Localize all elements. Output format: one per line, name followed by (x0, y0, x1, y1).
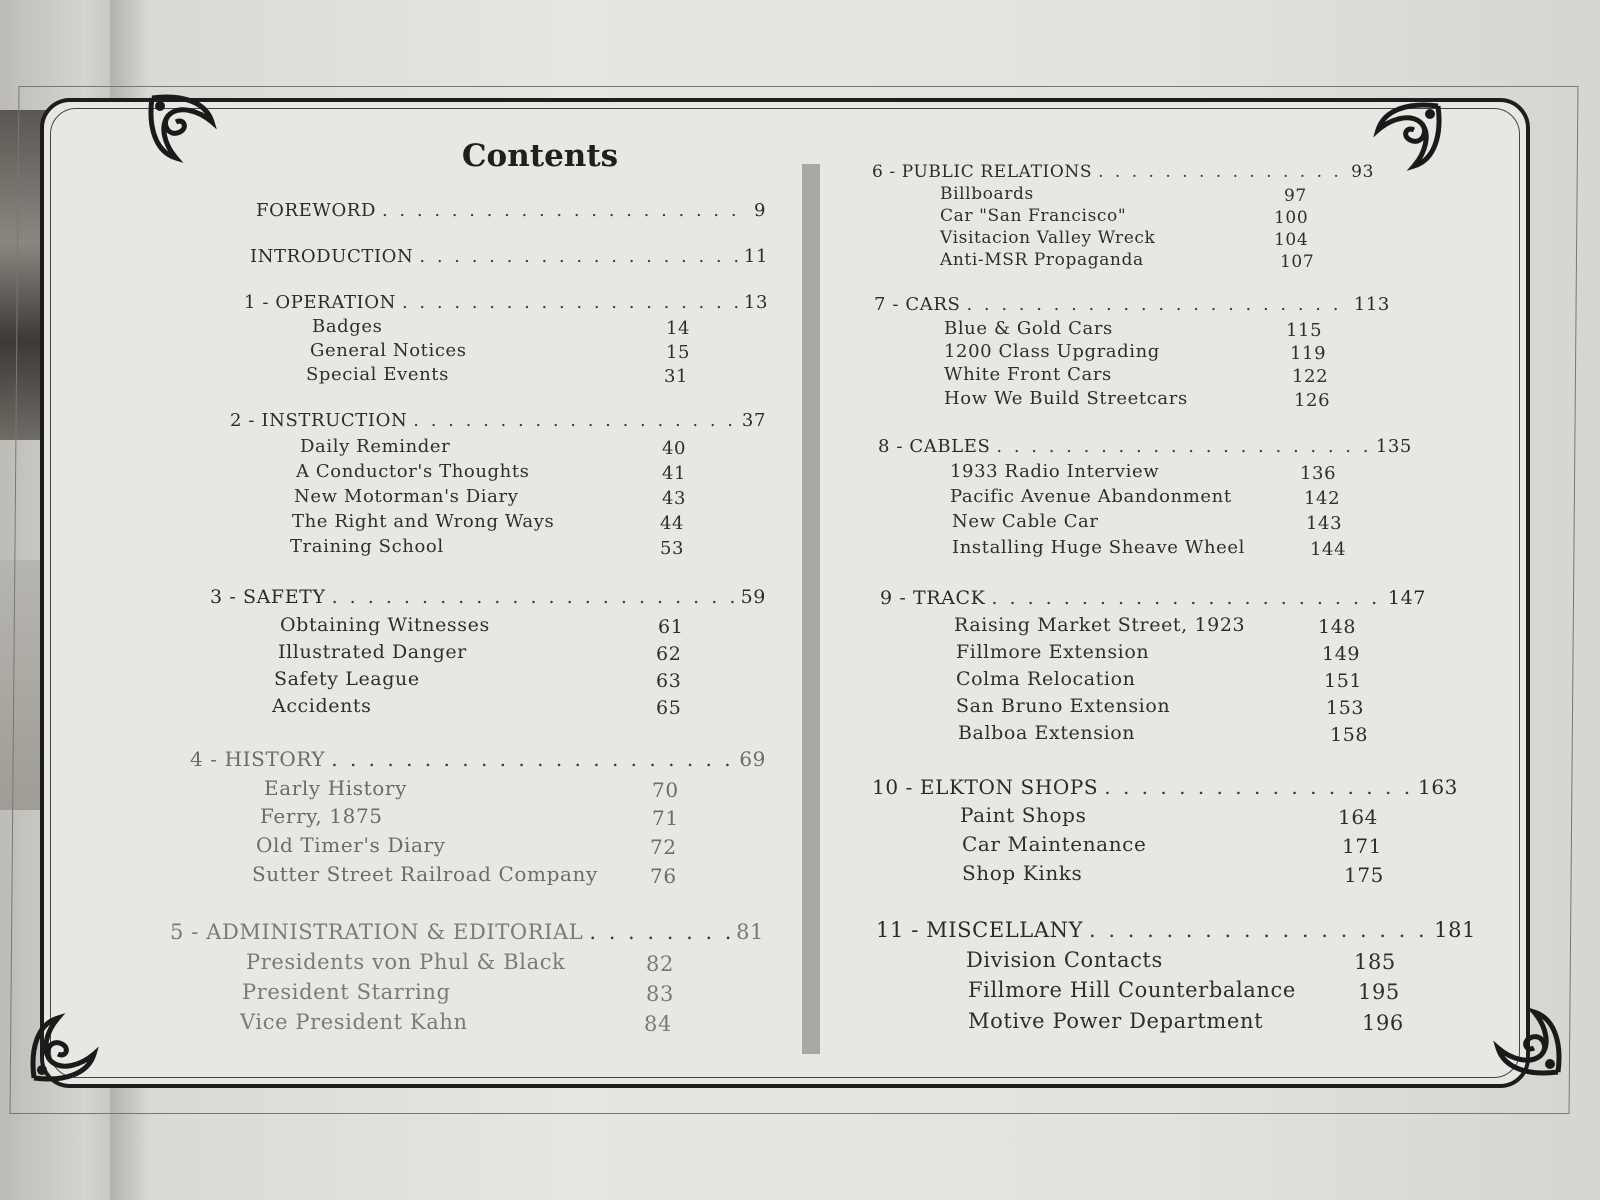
entry-title: Sutter Street Railroad Company (252, 862, 598, 886)
entry-title: Old Timer's Diary (256, 833, 446, 857)
entry-title: San Bruno Extension (956, 695, 1171, 717)
entry-page: 15 (666, 342, 691, 363)
section-page: 69 (739, 747, 766, 771)
entry-page: 100 (1274, 208, 1309, 228)
entry-title: Presidents von Phul & Black (246, 950, 566, 974)
entry-page: 72 (650, 835, 677, 859)
entry-title: Illustrated Danger (278, 641, 467, 663)
entry-title: New Motorman's Diary (294, 486, 519, 507)
leader-dots (1098, 162, 1345, 182)
leader-dots (331, 747, 733, 771)
section-page: 135 (1375, 436, 1412, 457)
entry-page: 122 (1292, 366, 1329, 387)
entry-title: Paint Shops (960, 803, 1087, 827)
entry-title: President Starring (242, 980, 451, 1004)
entry-title: Raising Market Street, 1923 (954, 614, 1246, 636)
section-page: 59 (740, 586, 766, 608)
entry-page: 149 (1322, 643, 1361, 665)
entry-page: 63 (656, 670, 682, 692)
entry-page: 40 (662, 438, 687, 459)
section-title: FOREWORD (256, 200, 376, 221)
entry-page: 61 (658, 616, 684, 638)
leader-dots (402, 292, 738, 313)
section-page: 37 (741, 410, 766, 431)
entry-page: 53 (660, 538, 685, 559)
corner-ornament-icon (1492, 1006, 1564, 1078)
corner-ornament-icon (1372, 100, 1444, 172)
entry-page: 83 (646, 982, 674, 1006)
entry-title: Division Contacts (966, 948, 1163, 972)
entry-title: Colma Relocation (956, 668, 1136, 690)
entry-title: 1200 Class Upgrading (944, 341, 1160, 362)
section-title: 2 - INSTRUCTION (230, 410, 408, 431)
toc-section (872, 775, 1458, 799)
entry-title: Shop Kinks (962, 861, 1083, 885)
entry-title: Fillmore Hill Counterbalance (968, 978, 1296, 1002)
entry-page: 195 (1358, 980, 1400, 1004)
entry-title: Training School (290, 536, 444, 557)
leader-dots (413, 410, 736, 431)
entry-page: 148 (1318, 616, 1357, 638)
leader-dots (332, 586, 735, 608)
leader-dots (382, 200, 748, 221)
toc-section (190, 747, 766, 771)
corner-ornament-icon (28, 1012, 100, 1084)
entry-title: Billboards (940, 184, 1034, 204)
entry-page: 107 (1280, 252, 1315, 272)
entry-page: 76 (650, 864, 677, 888)
toc-section (256, 200, 766, 221)
section-title: 1 - OPERATION (244, 292, 396, 313)
leader-dots (991, 587, 1382, 609)
entry-title: Early History (264, 776, 407, 800)
entry-page: 144 (1310, 539, 1347, 560)
section-page: 81 (736, 920, 764, 944)
entry-page: 143 (1306, 513, 1343, 534)
toc-section (876, 918, 1476, 942)
entry-title: Safety League (274, 668, 420, 690)
entry-title: Daily Reminder (300, 436, 451, 457)
leader-dots (966, 294, 1347, 315)
section-title: 10 - ELKTON SHOPS (872, 775, 1099, 799)
entry-page: 171 (1342, 834, 1382, 858)
section-page: 93 (1351, 162, 1374, 182)
section-title: 4 - HISTORY (190, 747, 326, 771)
toc-section (878, 436, 1412, 457)
corner-ornament-icon (146, 92, 218, 164)
entry-title: General Notices (310, 340, 467, 361)
entry-title: White Front Cars (944, 364, 1112, 385)
entry-title: The Right and Wrong Ways (292, 511, 555, 532)
entry-page: 119 (1290, 343, 1327, 364)
section-page: 147 (1387, 587, 1426, 609)
entry-title: Badges (312, 316, 383, 337)
entry-page: 158 (1330, 724, 1369, 746)
entry-page: 151 (1324, 670, 1363, 692)
entry-title: Blue & Gold Cars (944, 318, 1113, 339)
section-page: 13 (743, 292, 768, 313)
entry-title: Car Maintenance (962, 832, 1147, 856)
entry-page: 44 (660, 513, 685, 534)
section-page: 181 (1434, 918, 1476, 942)
entry-page: 97 (1284, 186, 1307, 206)
entry-title: Visitacion Valley Wreck (940, 228, 1156, 248)
entry-page: 136 (1300, 463, 1337, 484)
section-title: 5 - ADMINISTRATION & EDITORIAL (170, 920, 584, 944)
entry-page: 82 (646, 952, 674, 976)
entry-page: 70 (652, 778, 679, 802)
section-title: INTRODUCTION (250, 246, 414, 267)
section-page: 113 (1353, 294, 1390, 315)
section-title: 7 - CARS (874, 294, 961, 315)
entry-title: Obtaining Witnesses (280, 614, 490, 636)
section-page: 163 (1418, 775, 1458, 799)
entry-title: How We Build Streetcars (944, 388, 1188, 409)
entry-title: Ferry, 1875 (260, 804, 383, 828)
entry-page: 115 (1286, 320, 1323, 341)
entry-title: Fillmore Extension (956, 641, 1150, 663)
entry-title: Accidents (272, 695, 372, 717)
section-page: 9 (753, 200, 766, 221)
entry-title: Vice President Kahn (240, 1010, 468, 1034)
entry-title: 1933 Radio Interview (950, 461, 1160, 482)
entry-page: 126 (1294, 390, 1331, 411)
entry-page: 142 (1304, 488, 1341, 509)
entry-page: 175 (1344, 863, 1384, 887)
toc-section (872, 162, 1374, 182)
entry-page: 71 (652, 806, 679, 830)
entry-page: 104 (1274, 230, 1309, 250)
entry-page: 65 (656, 697, 682, 719)
leader-dots (1089, 918, 1428, 942)
section-title: 8 - CABLES (878, 436, 991, 457)
toc-section (874, 294, 1390, 315)
toc-section (170, 920, 764, 944)
entry-title: Balboa Extension (958, 722, 1136, 744)
entry-page: 43 (662, 488, 687, 509)
toc-section (250, 246, 768, 267)
entry-page: 62 (656, 643, 682, 665)
entry-title: New Cable Car (952, 511, 1099, 532)
entry-page: 185 (1354, 950, 1396, 974)
column-divider (802, 164, 820, 1054)
toc-section (210, 586, 766, 608)
section-title: 6 - PUBLIC RELATIONS (872, 162, 1093, 182)
section-title: 11 - MISCELLANY (876, 918, 1084, 942)
entry-title: Special Events (306, 364, 449, 385)
section-title: 3 - SAFETY (210, 586, 326, 608)
leader-dots (1104, 775, 1412, 799)
leader-dots (419, 246, 738, 267)
leader-dots (589, 920, 730, 944)
section-page: 11 (743, 246, 768, 267)
toc-section (880, 587, 1426, 609)
entry-page: 41 (662, 463, 687, 484)
entry-page: 153 (1326, 697, 1365, 719)
entry-page: 196 (1362, 1011, 1404, 1035)
entry-title: Car "San Francisco" (940, 206, 1127, 226)
entry-title: Anti-MSR Propaganda (940, 250, 1144, 270)
entry-page: 31 (664, 366, 689, 387)
entry-page: 164 (1338, 805, 1378, 829)
entry-page: 14 (666, 318, 691, 339)
leader-dots (996, 436, 1369, 457)
entry-title: Installing Huge Sheave Wheel (952, 537, 1246, 558)
section-title: 9 - TRACK (880, 587, 986, 609)
entry-title: Motive Power Department (968, 1009, 1264, 1033)
entry-title: Pacific Avenue Abandonment (950, 486, 1232, 507)
entry-page: 84 (644, 1012, 672, 1036)
toc-section (244, 292, 768, 313)
toc-section (230, 410, 766, 431)
entry-title: A Conductor's Thoughts (296, 461, 530, 482)
page-title: Contents (461, 138, 619, 174)
